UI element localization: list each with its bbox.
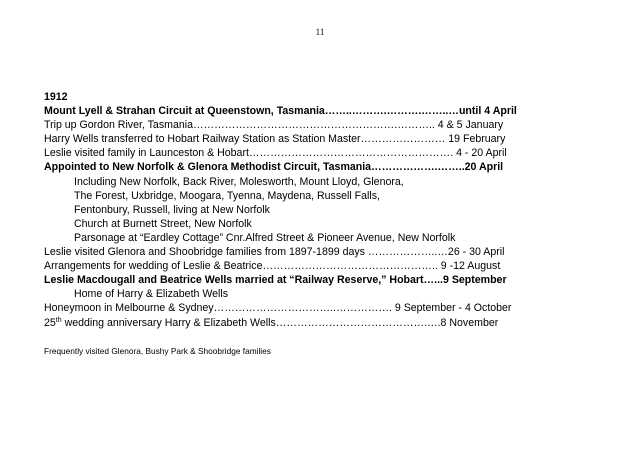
document-body xyxy=(44,90,604,330)
entry-launceston-visit: Leslie visited family in Launceston & Hobart…………………………………………………. 4 - 20 April xyxy=(44,147,507,160)
entry-harry-transferred: Harry Wells transferred to Hobart Railway Station as Station Master…………………… 19 February xyxy=(44,133,506,146)
ordinal-suffix: th xyxy=(55,316,62,324)
page-number: 11 xyxy=(315,27,325,37)
circuit-places-3: Fentonbury, Russell, living at New Norfolk xyxy=(74,203,270,216)
entry-honeymoon: Honeymoon in Melbourne & Sydney……………………………..……………. 9 September - 4 October xyxy=(44,302,512,315)
anniversary-number: 25 xyxy=(44,316,56,329)
church-location: Church at Burnett Street, New Norfolk xyxy=(74,217,252,230)
entry-new-norfolk-appointment: Appointed to New Norfolk & Glenora Methodist Circuit, Tasmania……………….……..20 April xyxy=(44,161,504,174)
circuit-places-2: The Forest, Uxbridge, Moogara, Tyenna, Maydena, Russell Falls, xyxy=(74,189,380,202)
anniversary-text: wedding anniversary Harry & Elizabeth Wells…………………………………….….8 November xyxy=(61,316,499,329)
marriage-home: Home of Harry & Elizabeth Wells xyxy=(74,288,229,301)
year-heading: 1912 xyxy=(44,91,68,103)
entry-gordon-river: Trip up Gordon River, Tasmania………………………………………………….……….. 4 & 5 January xyxy=(44,119,504,132)
entry-mount-lyell: Mount Lyell & Strahan Circuit at Queenstown, Tasmania……..……….……….……..…until 4 April xyxy=(44,105,517,118)
parsonage-location: Parsonage at “Eardley Cottage” Cnr.Alfred Street & Pioneer Avenue, New Norfolk xyxy=(74,231,456,244)
entry-marriage: Leslie Macdougall and Beatrice Wells married at “Railway Reserve,” Hobart…...9 September xyxy=(44,274,507,287)
entry-glenora-visit: Leslie visited Glenora and Shoobridge families from 1897-1899 days ………………..…26 - 30 April xyxy=(44,246,505,259)
footnote: Frequently visited Glenora, Bushy Park & Shoobridge families xyxy=(44,346,271,356)
entry-anniversary xyxy=(44,316,604,330)
entry-wedding-arrangements: Arrangements for wedding of Leslie & Beatrice………………………………………….. 9 -12 August xyxy=(44,260,501,273)
circuit-places-1: Including New Norfolk, Back River, Molesworth, Mount Lloyd, Glenora, xyxy=(74,175,404,188)
